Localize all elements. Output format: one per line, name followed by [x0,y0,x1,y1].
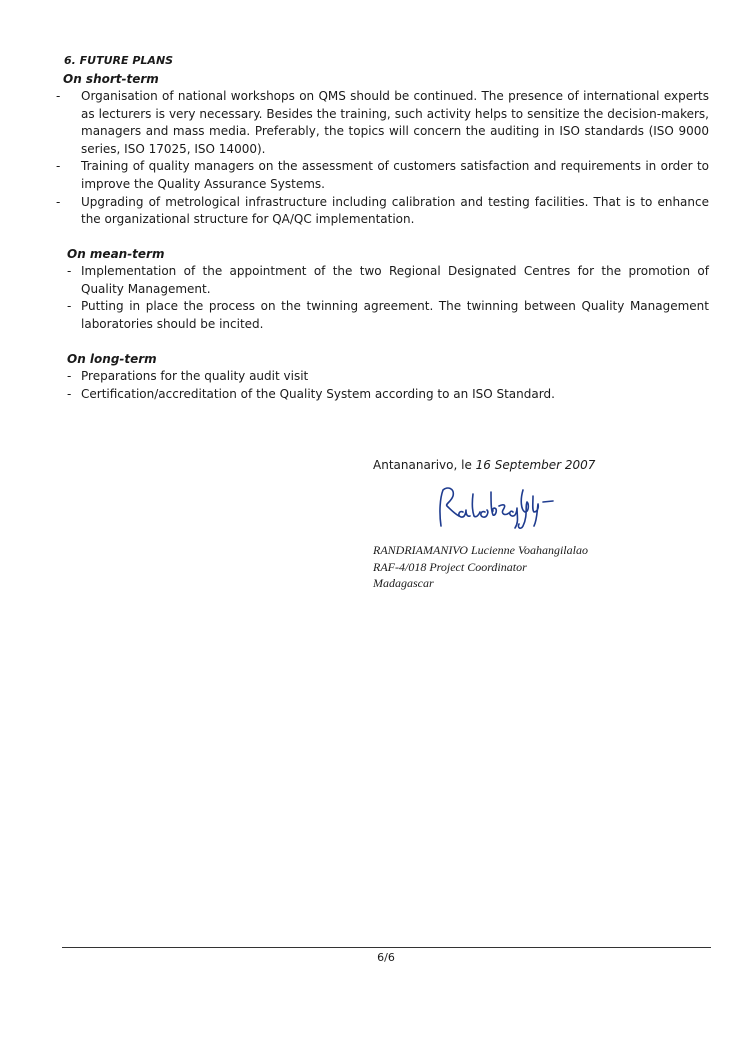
list-item [56,368,709,386]
long-term-list [56,368,709,403]
bullet-dash: - [56,89,61,103]
mean-term-block [56,245,709,333]
page-number: 6/6 [377,951,395,964]
list-item-text: Preparations for the quality audit visit [81,369,309,383]
signatory-details [373,542,693,592]
list-item [56,158,709,193]
handwritten-signature [433,482,563,532]
bullet-dash: - [67,386,72,401]
list-item-text: Putting in place the process on the twinning agreement. The twinning between Quality Management laboratories should be incited. [81,299,709,331]
list-item [56,263,709,298]
list-item [56,194,709,229]
bullet-dash: - [56,159,61,174]
bullet-dash: - [56,194,61,209]
mean-term-heading: On mean-term [67,247,165,261]
list-item-text: Certification/accreditation of the Quality System according to an ISO Standard. [81,386,555,401]
bullet-dash: - [67,264,72,278]
date-text: 16 September 2007 [475,458,596,472]
list-item-text: Implementation of the appointment of the two Regional Designated Centres for the promotion of Quality Management. [81,264,709,296]
list-item-text: Upgrading of metrological infrastructure including calibration and testing facilities. That is to enhance the organizational structure for QA/QC implementation. [81,194,709,227]
signatory-country: Madagascar [373,576,434,590]
short-term-heading: On short-term [63,72,159,86]
list-item [56,88,709,158]
signatory-role: RAF-4/018 Project Coordinator [373,559,527,574]
signatory-name: RANDRIAMANIVO Lucienne Voahangilalao [373,543,588,557]
signature-block [373,456,693,592]
footer-divider [62,947,711,948]
mean-term-list [56,263,709,333]
list-item-text: Training of quality managers on the assessment of customers satisfaction and requirements in order to improve the Quality Assurance Systems. [81,159,709,191]
bullet-dash: - [67,299,72,314]
section-title: 6. FUTURE PLANS [64,54,174,67]
long-term-block [56,350,709,403]
place-text: Antananarivo, le [373,458,476,472]
list-item [56,386,709,404]
short-term-list [56,88,709,229]
place-date-line [373,456,693,474]
short-term-block [56,70,709,229]
long-term-heading: On long-term [67,352,157,366]
list-item-text: Organisation of national workshops on QMS should be continued. The presence of international experts as lecturers is very necessary. Besides the training, such activity helps to sensitize the decision-makers, managers and mass media. Preferably, the topics will concern the auditing in ISO standards (ISO 9000 series, ISO 17025, ISO 14000). [81,89,709,156]
list-item [56,298,709,333]
bullet-dash: - [67,369,72,383]
